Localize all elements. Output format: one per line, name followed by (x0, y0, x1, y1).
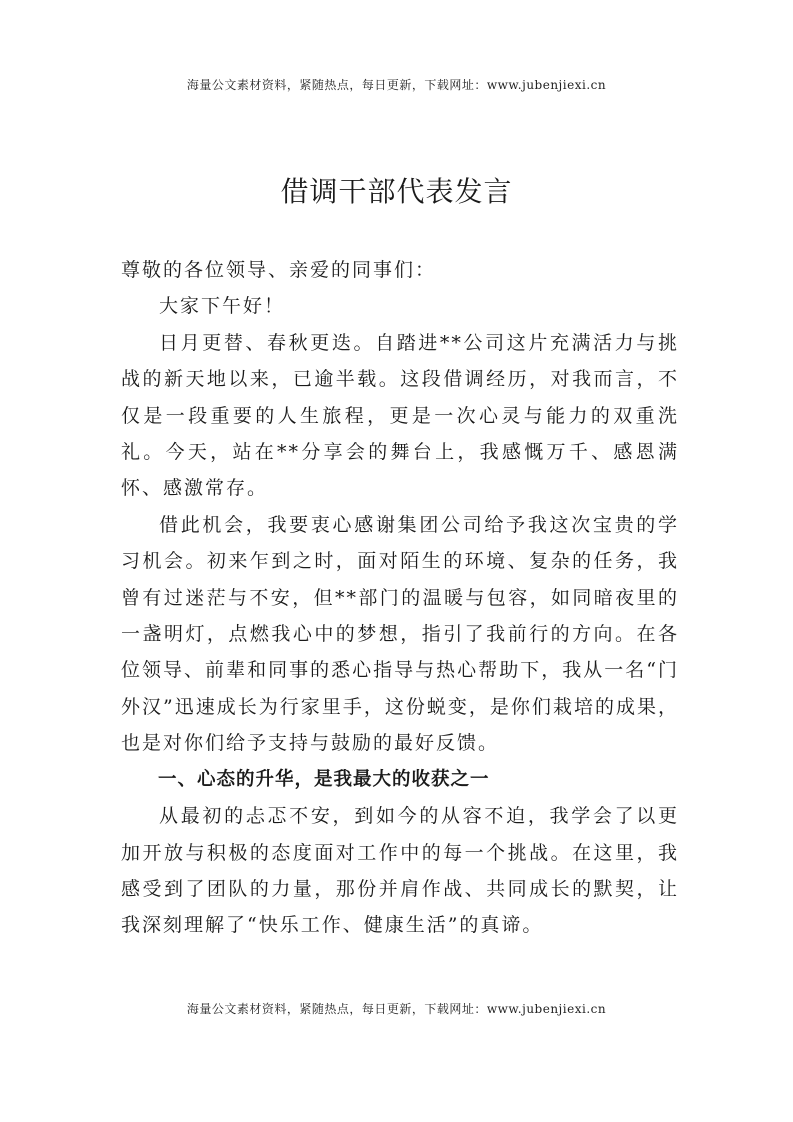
document-body (121, 252, 679, 944)
salutation: 尊敬的各位领导、亲爱的同事们： (121, 259, 437, 281)
section-paragraph: 从最初的忐忑不安，到如今的从容不迫，我学会了以更加开放与积极的态度面对工作中的每一个挑战。在这里，我感受到了团队的力量，那份并肩作战、共同成长的默契，让我深刻理解了“快乐工作、健康生活”的真谛。 (121, 805, 679, 937)
body-paragraph: 日月更替、春秋更迭。自踏进**公司这片充满活力与挑战的新天地以来，已逾半载。这段借调经历，对我而言，不仅是一段重要的人生旅程，更是一次心灵与能力的双重洗礼。今天，站在**分享会的舞台上，我感慨万千、感恩满怀、感激常存。 (121, 331, 679, 500)
document-title: 借调干部代表发言 (280, 175, 513, 208)
page-header: 海量公文素材资料，紧随热点，每日更新，下载网址：www.jubenjiexi.cn (186, 78, 607, 92)
body-paragraph: 借此机会，我要衷心感谢集团公司给予我这次宝贵的学习机会。初来乍到之时，面对陌生的环境、复杂的任务，我曾有过迷茫与不安，但**部门的温暖与包容，如同暗夜里的一盏明灯，点燃我心中的梦想，指引了我前行的方向。在各位领导、前辈和同事的悉心指导与热心帮助下，我从一名“门外汉”迅速成长为行家里手，这份蜕变，是你们栽培的成果，也是对你们给予支持与鼓励的最好反馈。 (121, 513, 679, 755)
section-heading: 一、心态的升华，是我最大的收获之一 (158, 768, 490, 790)
page-footer: 海量公文素材资料，紧随热点，每日更新，下载网址：www.jubenjiexi.cn (186, 1002, 607, 1016)
greeting: 大家下午好！ (159, 295, 286, 318)
